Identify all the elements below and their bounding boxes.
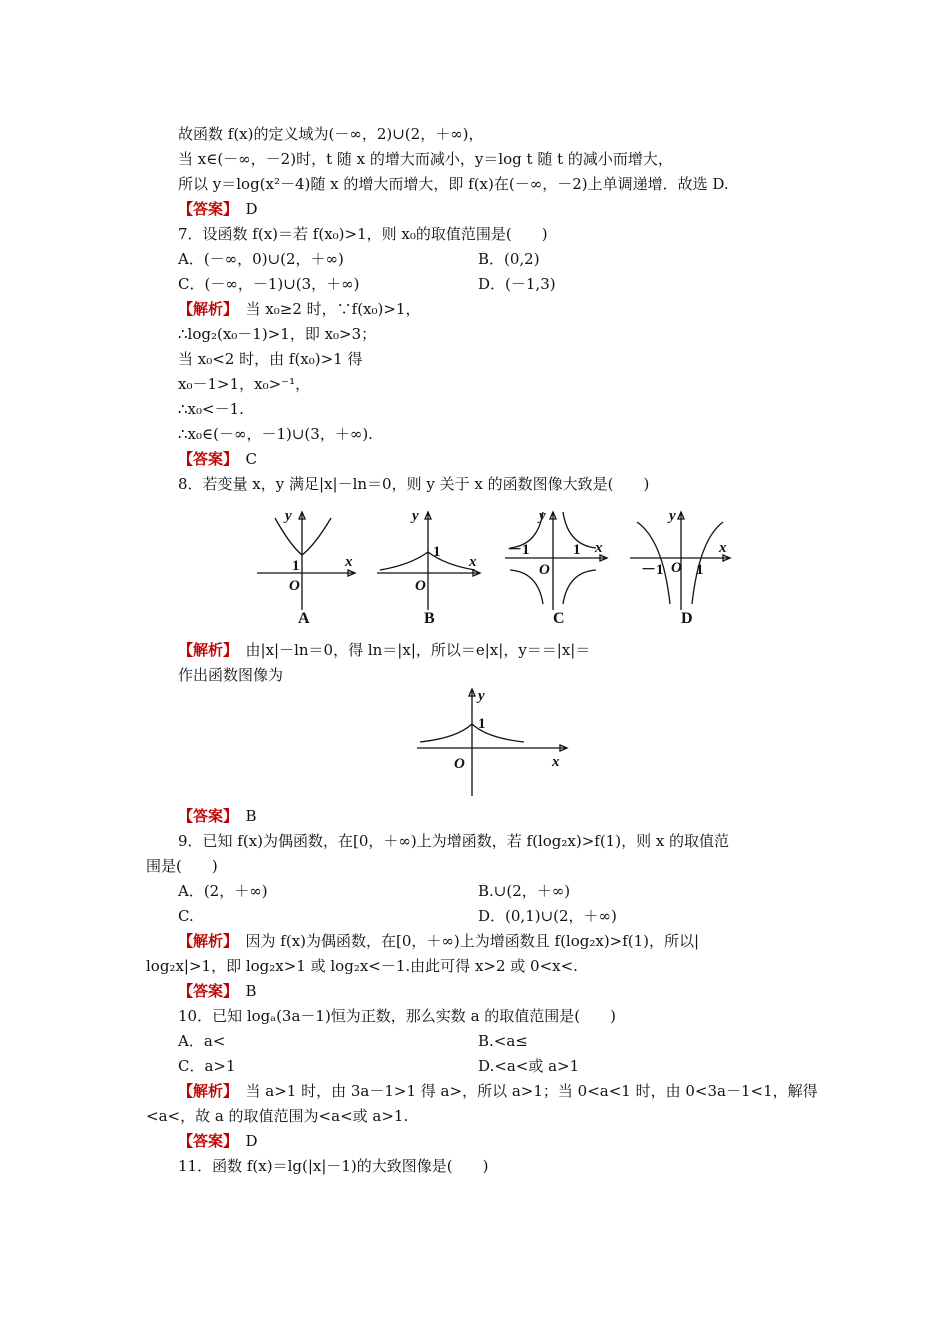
caption-a: A	[298, 610, 310, 627]
caption-b: B	[424, 610, 435, 627]
analysis-line: 【解析】 由|x|－ln＝0，得 ln＝|x|，所以＝e|x|，y＝＝|x|＝	[178, 641, 591, 659]
option-c: C.	[178, 907, 194, 925]
option-c: C．(－∞，－1)∪(3，＋∞)	[178, 275, 360, 293]
option-c: C．a>1	[178, 1057, 236, 1075]
option-b: B.<a≤	[478, 1032, 528, 1050]
svg-text:x: x	[552, 754, 560, 770]
svg-text:O: O	[415, 578, 426, 594]
svg-text:y: y	[539, 508, 546, 524]
answer-line: 【答案】 D	[178, 1132, 258, 1150]
svg-text:1: 1	[292, 558, 300, 574]
svg-text:y: y	[669, 508, 676, 524]
text-line: log₂x|>1，即 log₂x>1 或 log₂x<－1.由此可得 x>2 或 0<x<.	[146, 957, 578, 975]
svg-text:O: O	[454, 756, 465, 772]
svg-text:x: x	[595, 540, 603, 556]
svg-text:x: x	[719, 540, 727, 556]
svg-text:O: O	[671, 560, 682, 576]
option-b: B．(0,2)	[478, 250, 540, 268]
graph-d	[630, 508, 730, 610]
graph-c	[505, 508, 607, 610]
text-line: 故函数 f(x)的定义域为(－∞，2)∪(2，＋∞)，	[178, 125, 484, 143]
svg-text:y: y	[478, 688, 485, 704]
analysis-line: 【解析】 当 a>1 时，由 3a－1>1 得 a>，所以 a>1；当 0<a<1 时，由 0<3a－1<1，解得	[178, 1082, 818, 1100]
option-a: A．(－∞，0)∪(2，＋∞)	[178, 250, 344, 268]
caption-d: D	[681, 610, 693, 627]
text-line: 围是( )	[146, 857, 218, 875]
option-a: A．(2，＋∞)	[178, 882, 268, 900]
text-line: 当 x∈(－∞，－2)时，t 随 x 的增大而减小，y＝log t 随 t 的减小而增大，	[178, 150, 673, 168]
svg-text:1: 1	[433, 544, 441, 560]
svg-text:O: O	[539, 562, 550, 578]
option-graphs-figure	[245, 500, 745, 630]
svg-text:1: 1	[696, 562, 704, 578]
question-10: 10．已知 logₐ(3a－1)恒为正数，那么实数 a 的取值范围是( )	[178, 1007, 616, 1025]
option-a: A．a<	[178, 1032, 226, 1050]
text-line: <a<，故 a 的取值范围为<a<或 a>1.	[146, 1107, 409, 1125]
analysis-line: 【解析】 当 x₀≥2 时，∵f(x₀)>1，	[178, 300, 421, 318]
text-line: 作出函数图像为	[178, 666, 284, 684]
text-line: 当 x₀<2 时，由 f(x₀)>1 得	[178, 350, 363, 368]
analysis-line: 【解析】 因为 f(x)为偶函数，在[0，＋∞)上为增函数且 f(log₂x)>f(1)，所以|	[178, 932, 700, 950]
question-7: 7．设函数 f(x)＝若 f(x₀)>1，则 x₀的取值范围是( )	[178, 225, 548, 243]
graph-b	[377, 508, 480, 610]
text-line: ∴x₀<－1.	[178, 400, 244, 418]
text-line: 所以 y＝log(x²－4)随 x 的增大而增大，即 f(x)在(－∞，－2)上单调递增．故选 D.	[178, 175, 729, 193]
graph-a	[257, 508, 355, 610]
question-8: 8．若变量 x，y 满足|x|－ln＝0，则 y 关于 x 的函数图像大致是( )	[178, 475, 650, 493]
svg-text:－1: －1	[641, 562, 664, 578]
question-9: 9．已知 f(x)为偶函数，在[0，＋∞)上为增函数，若 f(log₂x)>f(1)，则 x 的取值范	[178, 832, 730, 850]
question-11: 11．函数 f(x)＝lg(|x|－1)的大致图像是( )	[178, 1157, 489, 1175]
answer-line: 【答案】 B	[178, 807, 257, 825]
option-d: D．(－1,3)	[478, 275, 556, 293]
svg-text:y: y	[412, 508, 419, 524]
svg-text:1: 1	[573, 542, 581, 558]
solution-graph	[412, 686, 572, 801]
svg-text:x: x	[345, 554, 353, 570]
svg-text:－1: －1	[507, 542, 530, 558]
svg-text:x: x	[469, 554, 477, 570]
answer-line: 【答案】 D	[178, 200, 258, 218]
text-line: x₀－1>1，x₀>⁻¹，	[178, 375, 311, 393]
option-d: D．(0,1)∪(2，＋∞)	[478, 907, 617, 925]
svg-text:y: y	[285, 508, 292, 524]
text-line: ∴x₀∈(－∞，－1)∪(3，＋∞).	[178, 425, 373, 443]
answer-line: 【答案】 B	[178, 982, 257, 1000]
text-line: ∴log₂(x₀－1)>1，即 x₀>3；	[178, 325, 377, 343]
svg-text:1: 1	[478, 716, 486, 732]
answer-line: 【答案】 C	[178, 450, 257, 468]
svg-text:O: O	[289, 578, 300, 594]
option-d: D.<a<或 a>1	[478, 1057, 580, 1075]
option-b: B.∪(2，＋∞)	[478, 882, 571, 900]
caption-c: C	[553, 610, 565, 627]
